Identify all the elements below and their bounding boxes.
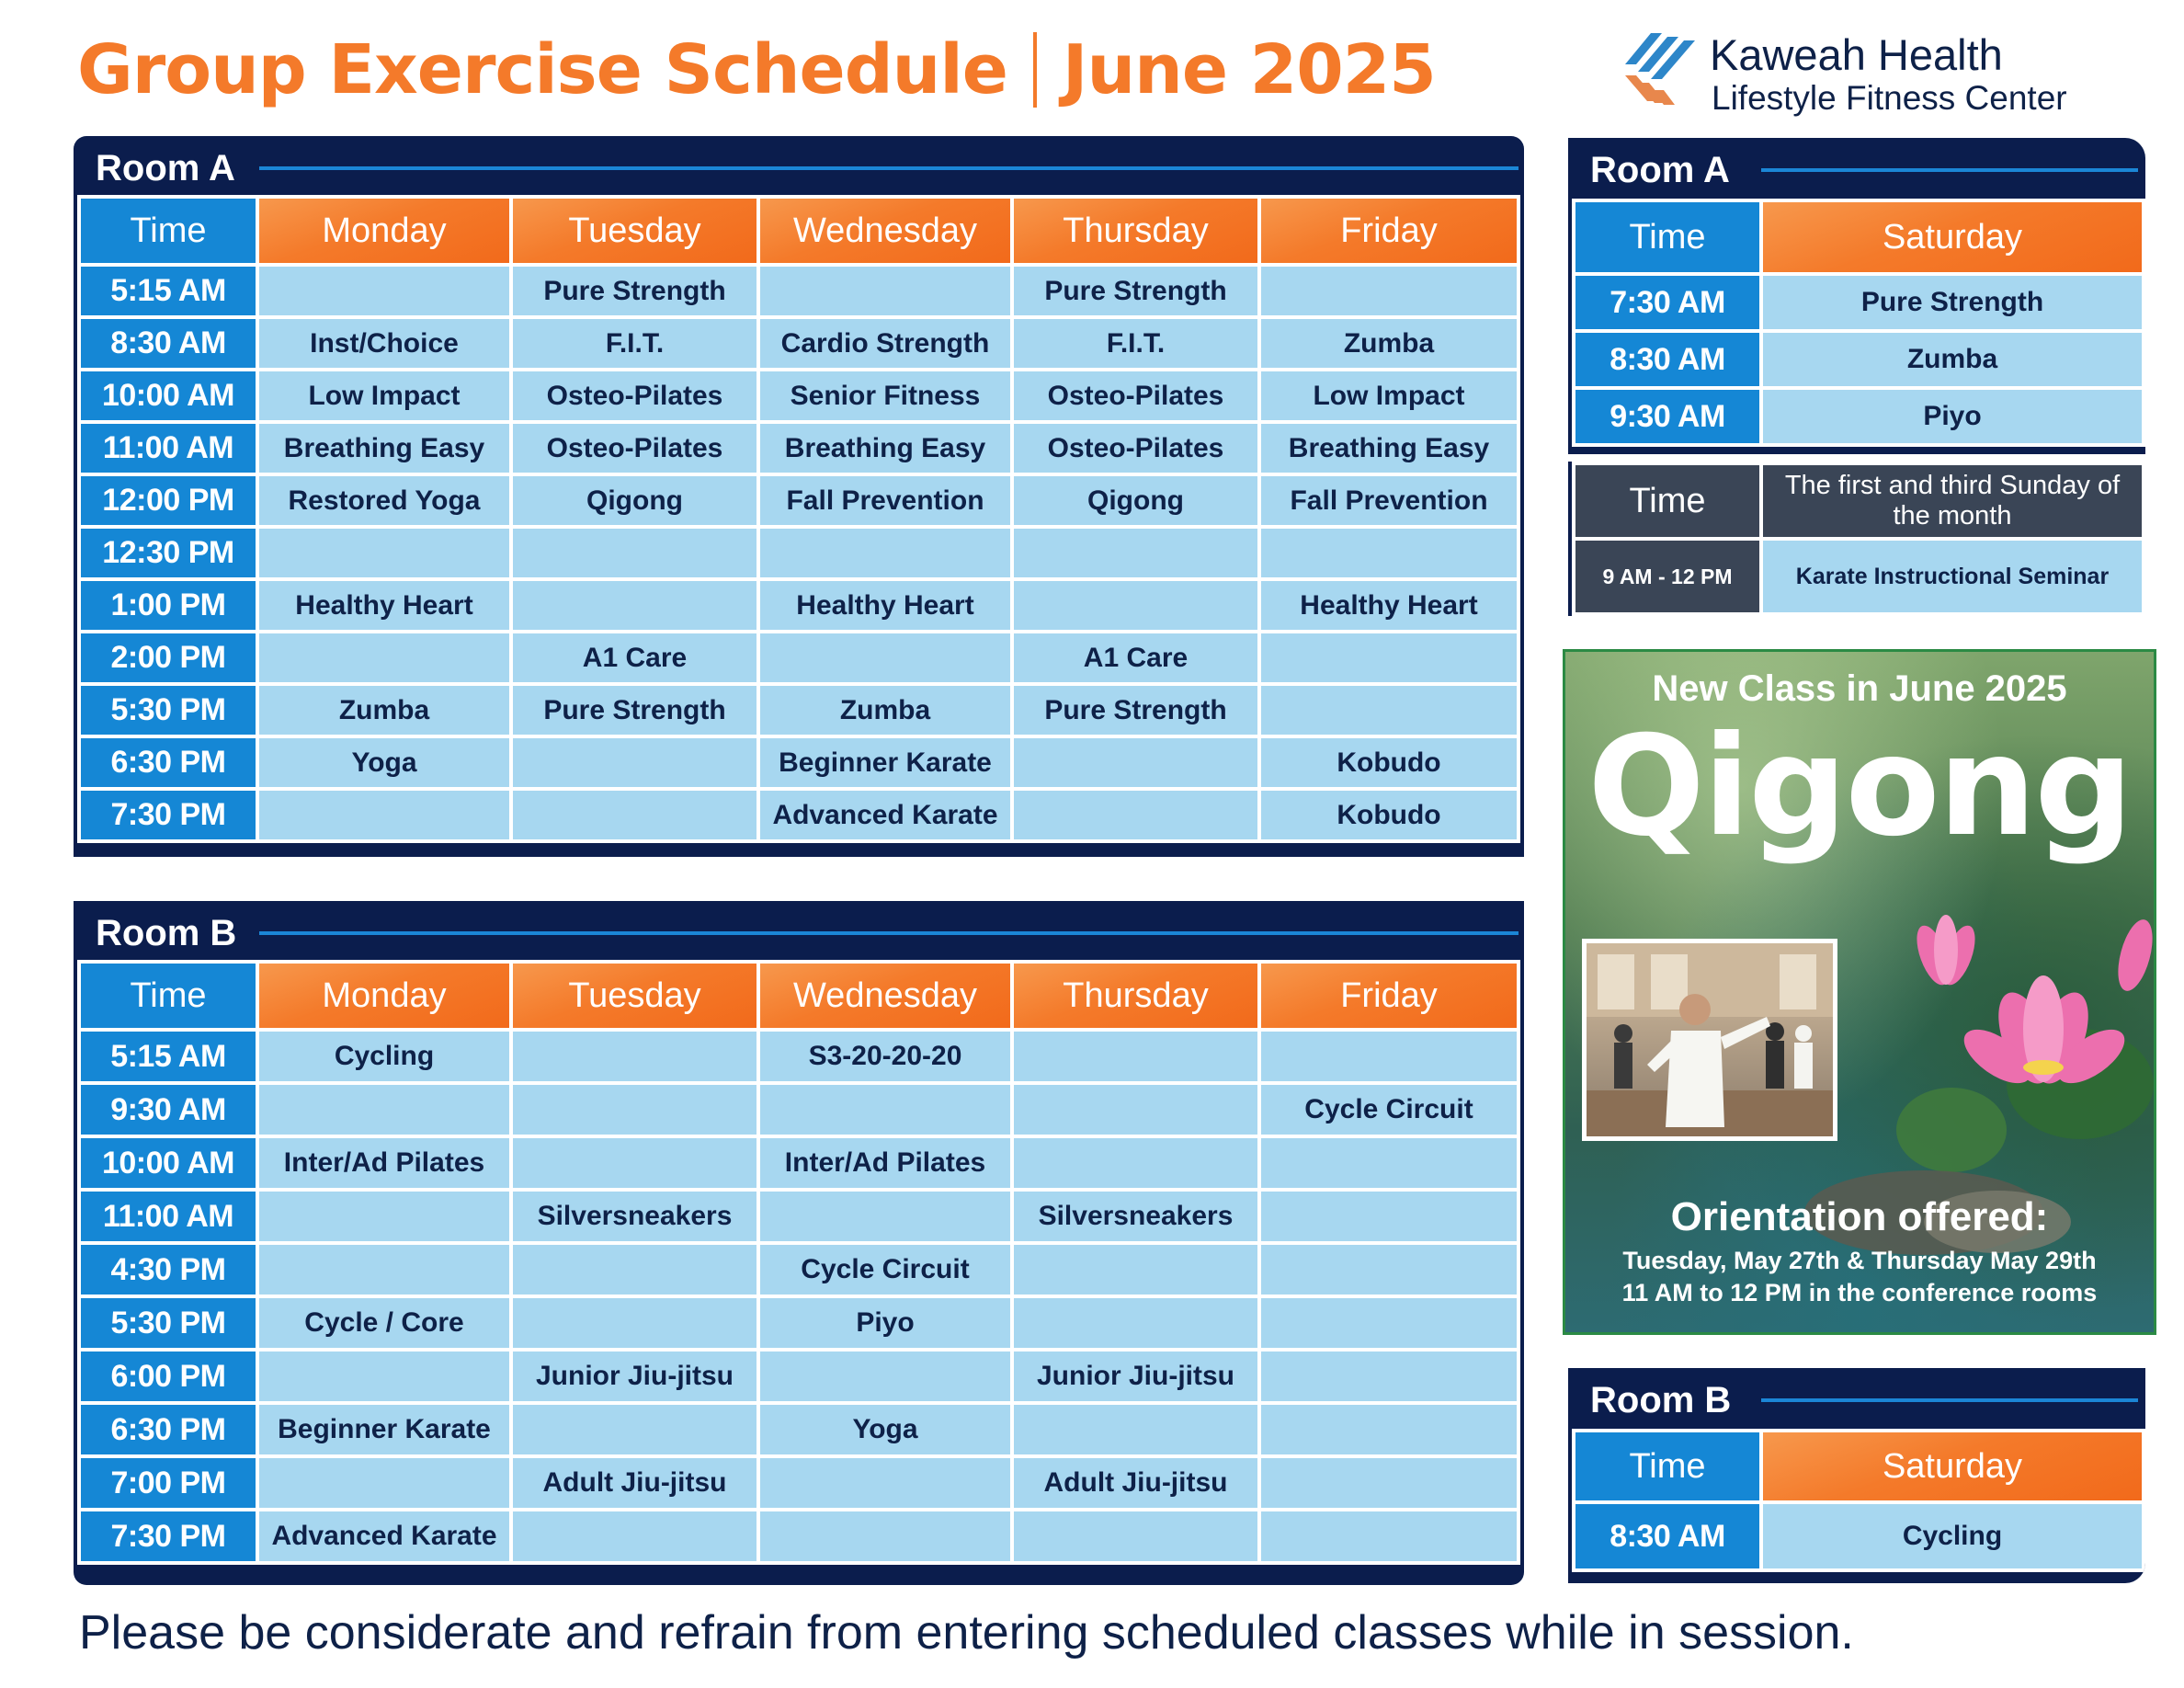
class-cell	[513, 1085, 756, 1135]
class-cell: Qigong	[1014, 476, 1257, 525]
class-cell: Piyo	[760, 1298, 1010, 1348]
class-cell: Adult Jiu-jitsu	[1014, 1458, 1257, 1508]
class-cell: Adult Jiu-jitsu	[513, 1458, 756, 1508]
class-cell: Pure Strength	[1014, 686, 1257, 735]
schedule-row	[81, 1405, 1517, 1454]
class-cell: A1 Care	[513, 633, 756, 682]
day-header-wednesday: Wednesday	[760, 199, 1010, 263]
time-cell: 4:30 PM	[81, 1245, 256, 1295]
class-cell: Cardio Strength	[760, 319, 1010, 368]
kaweah-stripes-logo-icon	[1618, 28, 1702, 110]
schedule-row	[81, 686, 1517, 735]
room-a-saturday-header-row	[1575, 202, 2142, 272]
class-cell: Osteo-Pilates	[513, 371, 756, 420]
class-cell: S3-20-20-20	[760, 1032, 1010, 1081]
class-cell: Piyo	[1763, 390, 2142, 443]
time-cell: 7:30 PM	[81, 1511, 256, 1561]
class-cell	[1014, 738, 1257, 787]
time-cell: 5:15 AM	[81, 267, 256, 315]
title-separator	[1033, 32, 1037, 108]
class-cell	[1014, 1245, 1257, 1295]
class-cell: Fall Prevention	[1261, 476, 1517, 525]
schedule-row	[81, 738, 1517, 787]
class-cell: Kobudo	[1261, 738, 1517, 787]
class-cell	[1261, 1298, 1517, 1348]
sunday-day-header: The first and third Sunday of the month	[1763, 465, 2142, 537]
class-cell	[1014, 1511, 1257, 1561]
time-column-header: Time	[1575, 202, 1759, 272]
class-cell	[259, 1458, 509, 1508]
time-cell: 12:30 PM	[81, 529, 256, 577]
class-cell	[760, 529, 1010, 577]
class-cell	[1261, 686, 1517, 735]
time-cell: 8:30 AM	[1575, 1504, 1759, 1568]
time-cell: 7:30 AM	[1575, 276, 1759, 329]
schedule-row	[1575, 276, 2142, 329]
class-cell: Kobudo	[1261, 791, 1517, 839]
class-cell: Zumba	[760, 686, 1010, 735]
promo-orientation-place: 11 AM to 12 PM in the conference rooms	[1621, 1279, 2098, 1306]
class-cell	[513, 529, 756, 577]
class-cell	[513, 1298, 756, 1348]
room-b-header-line	[259, 931, 1519, 935]
class-cell: Qigong	[513, 476, 756, 525]
time-cell: 7:00 PM	[81, 1458, 256, 1508]
class-cell	[1014, 581, 1257, 630]
sunday-header-row	[1575, 465, 2142, 537]
class-cell: Healthy Heart	[760, 581, 1010, 630]
class-cell: Pure Strength	[513, 267, 756, 315]
qigong-instructor-photo	[1582, 939, 1837, 1141]
class-cell	[1014, 1085, 1257, 1135]
time-cell: 6:00 PM	[81, 1352, 256, 1401]
class-cell: Inter/Ad Pilates	[760, 1138, 1010, 1188]
time-cell: 6:30 PM	[81, 1405, 256, 1454]
class-cell: Cycle Circuit	[1261, 1085, 1517, 1135]
class-cell: Pure Strength	[513, 686, 756, 735]
class-cell: Healthy Heart	[1261, 581, 1517, 630]
time-cell: 12:00 PM	[81, 476, 256, 525]
class-cell	[760, 267, 1010, 315]
class-cell: Breathing Easy	[259, 424, 509, 473]
sunday-time-header: Time	[1575, 465, 1759, 537]
schedule-row	[81, 1245, 1517, 1295]
room-b-header-row	[81, 964, 1517, 1028]
class-cell: Restored Yoga	[259, 476, 509, 525]
class-cell: Senior Fitness	[760, 371, 1010, 420]
room-b-label: Room B	[96, 913, 237, 953]
room-b-saturday-header-row	[1575, 1432, 2142, 1500]
schedule-row	[81, 1352, 1517, 1401]
class-cell	[513, 791, 756, 839]
room-a-header-line	[259, 166, 1519, 170]
promo-orientation-dates: Tuesday, May 27th & Thursday May 29th	[1622, 1247, 2097, 1274]
class-cell	[1261, 1245, 1517, 1295]
class-cell: Cycle Circuit	[760, 1245, 1010, 1295]
schedule-title	[77, 24, 1436, 116]
class-cell	[259, 267, 509, 315]
day-header-monday: Monday	[259, 199, 509, 263]
logo-line-1: Kaweah Health	[1710, 30, 2003, 79]
room-a-sunday-panel	[1568, 462, 2145, 616]
schedule-row	[81, 371, 1517, 420]
class-cell: Pure Strength	[1763, 276, 2142, 329]
class-cell: Healthy Heart	[259, 581, 509, 630]
day-header-saturday: Saturday	[1763, 202, 2142, 272]
class-cell	[1261, 1032, 1517, 1081]
class-cell: Zumba	[1763, 333, 2142, 386]
class-cell: Breathing Easy	[1261, 424, 1517, 473]
room-a-label: Room A	[96, 148, 235, 188]
room-b-saturday-header-line	[1761, 1398, 2138, 1402]
day-header-wednesday: Wednesday	[760, 964, 1010, 1028]
schedule-row	[81, 1138, 1517, 1188]
day-header-thursday: Thursday	[1014, 199, 1257, 263]
class-cell	[1014, 1298, 1257, 1348]
class-cell	[760, 1511, 1010, 1561]
room-a-header-row	[81, 199, 1517, 263]
class-cell	[259, 1192, 509, 1241]
class-cell	[1261, 267, 1517, 315]
class-cell: Osteo-Pilates	[1014, 424, 1257, 473]
qigong-photo-figures	[1587, 943, 1833, 1136]
class-cell: Cycling	[259, 1032, 509, 1081]
schedule-row	[81, 424, 1517, 473]
class-cell: Yoga	[760, 1405, 1010, 1454]
class-cell	[513, 1138, 756, 1188]
class-cell: Advanced Karate	[259, 1511, 509, 1561]
promo-heading: New Class in June 2025	[1652, 668, 2067, 709]
class-cell: Cycle / Core	[259, 1298, 509, 1348]
class-cell: Inst/Choice	[259, 319, 509, 368]
class-cell: Fall Prevention	[760, 476, 1010, 525]
promo-class-name: Qigong	[1587, 707, 2132, 867]
schedule-row	[81, 581, 1517, 630]
class-cell: Silversneakers	[1014, 1192, 1257, 1241]
time-cell: 11:00 AM	[81, 424, 256, 473]
class-cell: Osteo-Pilates	[513, 424, 756, 473]
time-column-header: Time	[1575, 1432, 1759, 1500]
class-cell	[1261, 1192, 1517, 1241]
class-cell: A1 Care	[1014, 633, 1257, 682]
logo-line-2: Lifestyle Fitness Center	[1712, 79, 2067, 117]
room-a-saturday-table	[1572, 199, 2145, 447]
class-cell: F.I.T.	[1014, 319, 1257, 368]
class-cell	[259, 529, 509, 577]
class-cell	[513, 738, 756, 787]
class-cell	[513, 1032, 756, 1081]
class-cell	[259, 1352, 509, 1401]
room-b-saturday-panel	[1568, 1368, 2145, 1583]
day-header-tuesday: Tuesday	[513, 199, 756, 263]
class-cell: Breathing Easy	[760, 424, 1010, 473]
class-cell: F.I.T.	[513, 319, 756, 368]
class-cell: Beginner Karate	[259, 1405, 509, 1454]
room-b-saturday-label: Room B	[1590, 1380, 1732, 1420]
class-cell	[259, 1245, 509, 1295]
time-cell: 11:00 AM	[81, 1192, 256, 1241]
schedule-row	[81, 476, 1517, 525]
class-cell	[513, 581, 756, 630]
schedule-row	[81, 1085, 1517, 1135]
schedule-row	[1575, 1504, 2142, 1568]
day-header-friday: Friday	[1261, 964, 1517, 1028]
class-cell: Zumba	[259, 686, 509, 735]
time-cell: 2:00 PM	[81, 633, 256, 682]
class-cell: Junior Jiu-jitsu	[1014, 1352, 1257, 1401]
class-cell	[1014, 529, 1257, 577]
class-cell	[1261, 1352, 1517, 1401]
class-cell: Silversneakers	[513, 1192, 756, 1241]
class-cell	[760, 1192, 1010, 1241]
room-b-saturday-table	[1572, 1429, 2145, 1572]
time-cell: 1:00 PM	[81, 581, 256, 630]
schedule-row	[81, 267, 1517, 315]
time-cell: 8:30 AM	[1575, 333, 1759, 386]
class-cell	[1261, 1511, 1517, 1561]
class-cell	[1261, 633, 1517, 682]
sunday-class-cell: Karate Instructional Seminar	[1763, 541, 2142, 612]
schedule-row	[1575, 333, 2142, 386]
time-cell: 6:30 PM	[81, 738, 256, 787]
time-cell: 5:30 PM	[81, 686, 256, 735]
room-a-saturday-label: Room A	[1590, 150, 1730, 190]
class-cell	[259, 791, 509, 839]
time-column-header: Time	[81, 199, 256, 263]
room-b-weekly-panel	[74, 901, 1524, 1585]
schedule-row	[81, 1511, 1517, 1561]
promo-orientation-details	[1565, 1245, 2154, 1309]
schedule-row	[81, 529, 1517, 577]
title-text: Group Exercise Schedule	[77, 30, 1007, 109]
class-cell: Cycling	[1763, 1504, 2142, 1568]
time-cell: 9:30 AM	[81, 1085, 256, 1135]
room-a-saturday-panel	[1568, 138, 2145, 454]
room-b-weekly-table	[77, 960, 1520, 1565]
class-cell	[760, 633, 1010, 682]
schedule-row	[81, 1192, 1517, 1241]
time-column-header: Time	[81, 964, 256, 1028]
class-cell: Junior Jiu-jitsu	[513, 1352, 756, 1401]
day-header-thursday: Thursday	[1014, 964, 1257, 1028]
qigong-promo-banner	[1563, 649, 2156, 1335]
time-cell: 5:30 PM	[81, 1298, 256, 1348]
time-cell: 5:15 AM	[81, 1032, 256, 1081]
class-cell	[1261, 1405, 1517, 1454]
promo-orientation-title: Orientation offered:	[1670, 1194, 2049, 1239]
class-cell: Advanced Karate	[760, 791, 1010, 839]
class-cell	[1014, 791, 1257, 839]
class-cell	[513, 1511, 756, 1561]
kaweah-health-logo	[1618, 28, 2096, 120]
class-cell: Low Impact	[259, 371, 509, 420]
class-cell: Pure Strength	[1014, 267, 1257, 315]
class-cell	[760, 1085, 1010, 1135]
day-header-saturday: Saturday	[1763, 1432, 2142, 1500]
time-cell: 9:30 AM	[1575, 390, 1759, 443]
sunday-class-row	[1575, 541, 2142, 612]
schedule-row	[81, 1458, 1517, 1508]
class-cell	[513, 1245, 756, 1295]
schedule-row	[81, 791, 1517, 839]
day-header-friday: Friday	[1261, 199, 1517, 263]
class-cell	[1261, 1458, 1517, 1508]
class-cell	[1261, 529, 1517, 577]
schedule-row	[1575, 390, 2142, 443]
room-a-sunday-table	[1572, 462, 2145, 616]
schedule-row	[81, 319, 1517, 368]
class-cell: Osteo-Pilates	[1014, 371, 1257, 420]
class-cell: Beginner Karate	[760, 738, 1010, 787]
room-a-weekly-panel	[74, 136, 1524, 857]
schedule-row	[81, 633, 1517, 682]
schedule-row	[81, 1298, 1517, 1348]
class-cell	[1014, 1405, 1257, 1454]
class-cell: Inter/Ad Pilates	[259, 1138, 509, 1188]
footer-note: Please be considerate and refrain from entering scheduled classes while in session.	[79, 1606, 1854, 1659]
class-cell: Low Impact	[1261, 371, 1517, 420]
class-cell	[259, 1085, 509, 1135]
room-a-weekly-table	[77, 195, 1520, 843]
class-cell	[1014, 1138, 1257, 1188]
class-cell: Zumba	[1261, 319, 1517, 368]
class-cell: Yoga	[259, 738, 509, 787]
day-header-monday: Monday	[259, 964, 509, 1028]
room-a-saturday-header-line	[1761, 168, 2138, 172]
day-header-tuesday: Tuesday	[513, 964, 756, 1028]
time-cell: 7:30 PM	[81, 791, 256, 839]
sunday-time-cell: 9 AM - 12 PM	[1575, 541, 1759, 612]
class-cell	[760, 1352, 1010, 1401]
time-cell: 10:00 AM	[81, 1138, 256, 1188]
class-cell	[513, 1405, 756, 1454]
class-cell	[760, 1458, 1010, 1508]
class-cell	[259, 633, 509, 682]
class-cell	[1014, 1032, 1257, 1081]
title-month: June 2025	[1062, 30, 1436, 109]
class-cell	[1261, 1138, 1517, 1188]
time-cell: 10:00 AM	[81, 371, 256, 420]
schedule-row	[81, 1032, 1517, 1081]
time-cell: 8:30 AM	[81, 319, 256, 368]
